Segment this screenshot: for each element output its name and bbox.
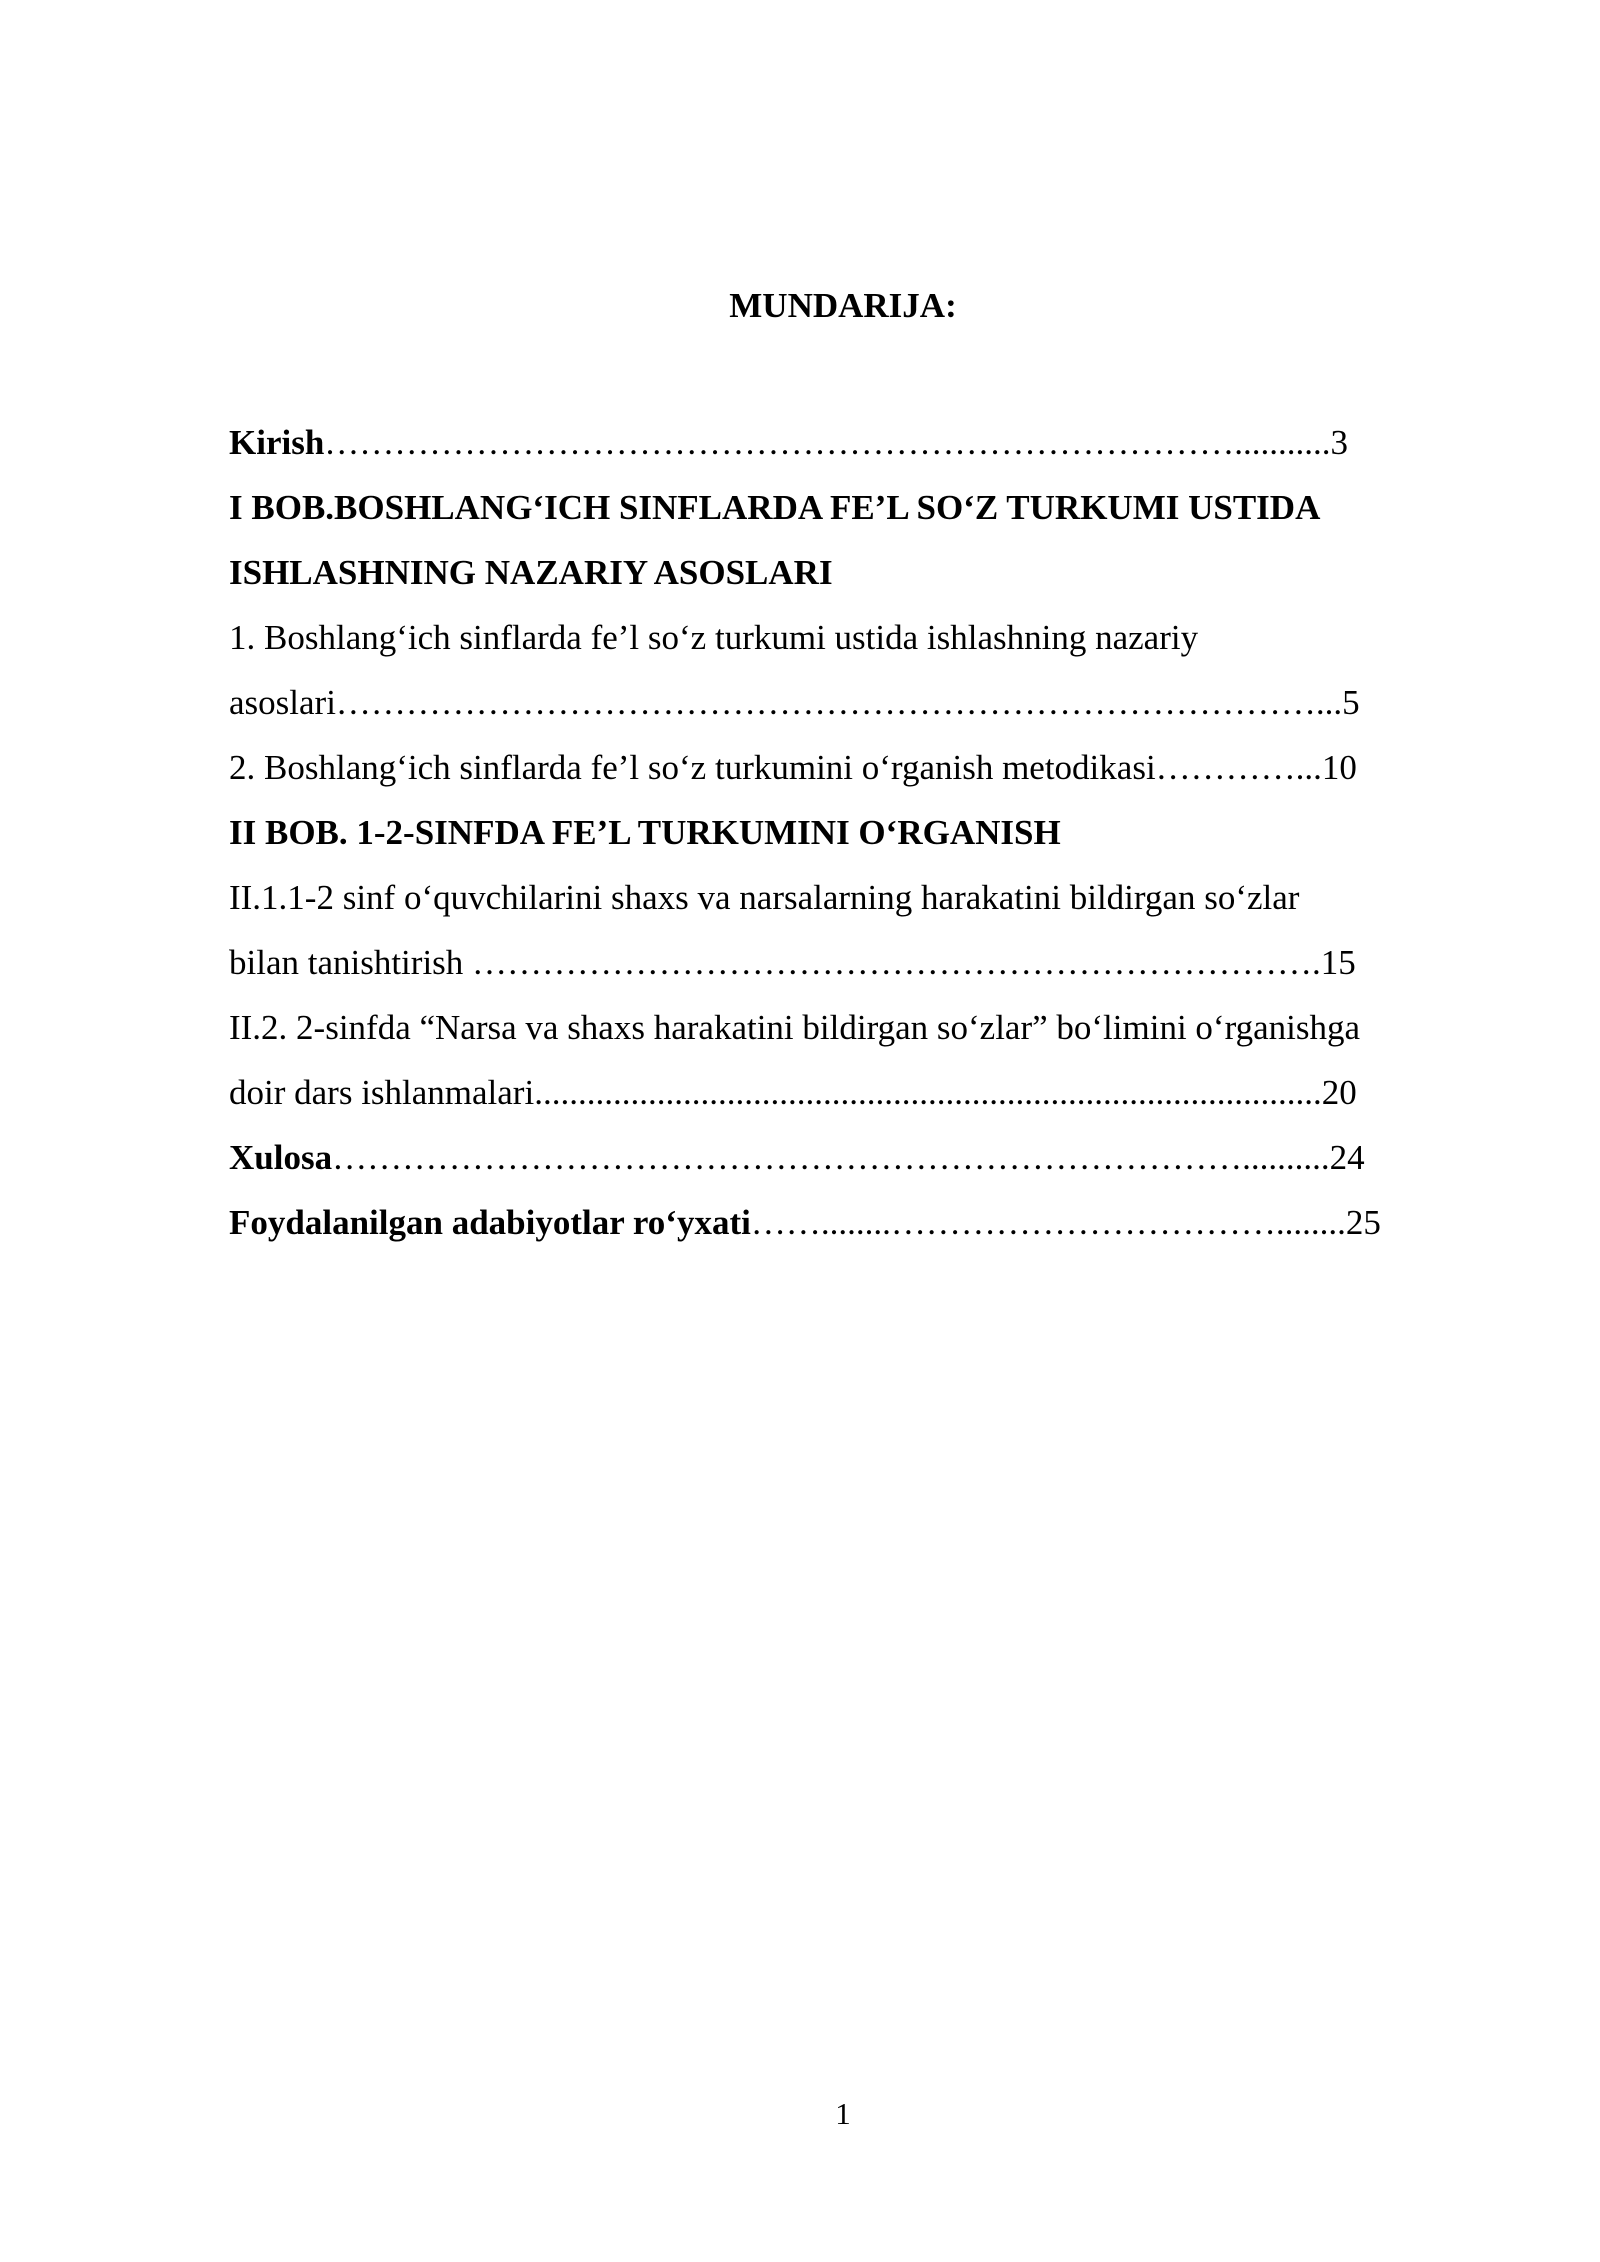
page-title: MUNDARIJA: xyxy=(729,286,957,325)
toc-entry-label: asoslari xyxy=(229,683,336,722)
toc-page-number: 25 xyxy=(1345,1203,1381,1242)
toc-section-2-2-line-1: II.2. 2-sinfda “Narsa va shaxs harakatini bildirgan so‘zlar” bo‘limini o‘rganishga xyxy=(229,1008,1361,1047)
toc-entry-label: Xulosa xyxy=(229,1138,333,1177)
toc-entry-label: 2. Boshlang‘ich sinflarda fe’l so‘z turkumini o‘rganish metodikasi xyxy=(229,748,1156,787)
toc-leader-dots: ………………………………………………………………. xyxy=(472,943,1321,982)
toc-page-number: 15 xyxy=(1320,943,1356,982)
toc-leader-dots: ……………………………………………………………………........... xyxy=(324,423,1331,462)
page-number: 1 xyxy=(835,2096,851,2131)
toc-page-number: 20 xyxy=(1321,1073,1357,1112)
toc-page-number: 24 xyxy=(1329,1138,1365,1177)
toc-section-2-1-line-2 xyxy=(229,930,1443,995)
toc-section-1-line-2 xyxy=(229,670,1443,735)
toc-leader-dots: …………... xyxy=(1155,748,1322,787)
toc-entry-kirish xyxy=(229,410,1443,475)
toc-entry-label: Kirish xyxy=(229,423,325,462)
toc-chapter-2-heading: II BOB. 1-2-SINFDA FE’L TURKUMINI O‘RGANISH xyxy=(229,813,1061,852)
toc-section-1-line-1: 1. Boshlang‘ich sinflarda fe’l so‘z turkumi ustida ishlashning nazariy xyxy=(229,618,1199,657)
toc-page-number: 3 xyxy=(1330,423,1349,462)
toc-section-2-1-line-1: II.1.1-2 sinf o‘quvchilarini shaxs va narsalarning harakatini bildirgan so‘zlar xyxy=(229,878,1300,917)
toc-entry-label: bilan tanishtirish xyxy=(229,943,473,982)
toc-section-2-2-line-2 xyxy=(229,1060,1443,1125)
toc-page-number: 5 xyxy=(1342,683,1360,722)
toc-chapter-1-heading-line-1: I BOB.BOSHLANG‘ICH SINFLARDA FE’L SO‘Z TURKUMI USTIDA xyxy=(229,488,1321,527)
toc-entry-label: doir dars ishlanmalari xyxy=(229,1073,535,1112)
table-of-contents xyxy=(229,410,1443,1255)
toc-entry-references xyxy=(229,1190,1443,1255)
toc-leader-dots: .......................................................................................... xyxy=(534,1073,1322,1112)
toc-leader-dots: …………………………………………………………………………... xyxy=(335,683,1343,722)
toc-entry-xulosa xyxy=(229,1125,1443,1190)
toc-page-number: 10 xyxy=(1321,748,1357,787)
toc-leader-dots: …………………………………………………………………….......... xyxy=(332,1138,1330,1177)
toc-chapter-1-heading-line-2: ISHLASHNING NAZARIY ASOSLARI xyxy=(229,553,833,592)
toc-leader-dots: ……........……………………………........ xyxy=(750,1203,1346,1242)
toc-section-2 xyxy=(229,735,1443,800)
toc-entry-label: Foydalanilgan adabiyotlar ro‘yxati xyxy=(229,1203,751,1242)
